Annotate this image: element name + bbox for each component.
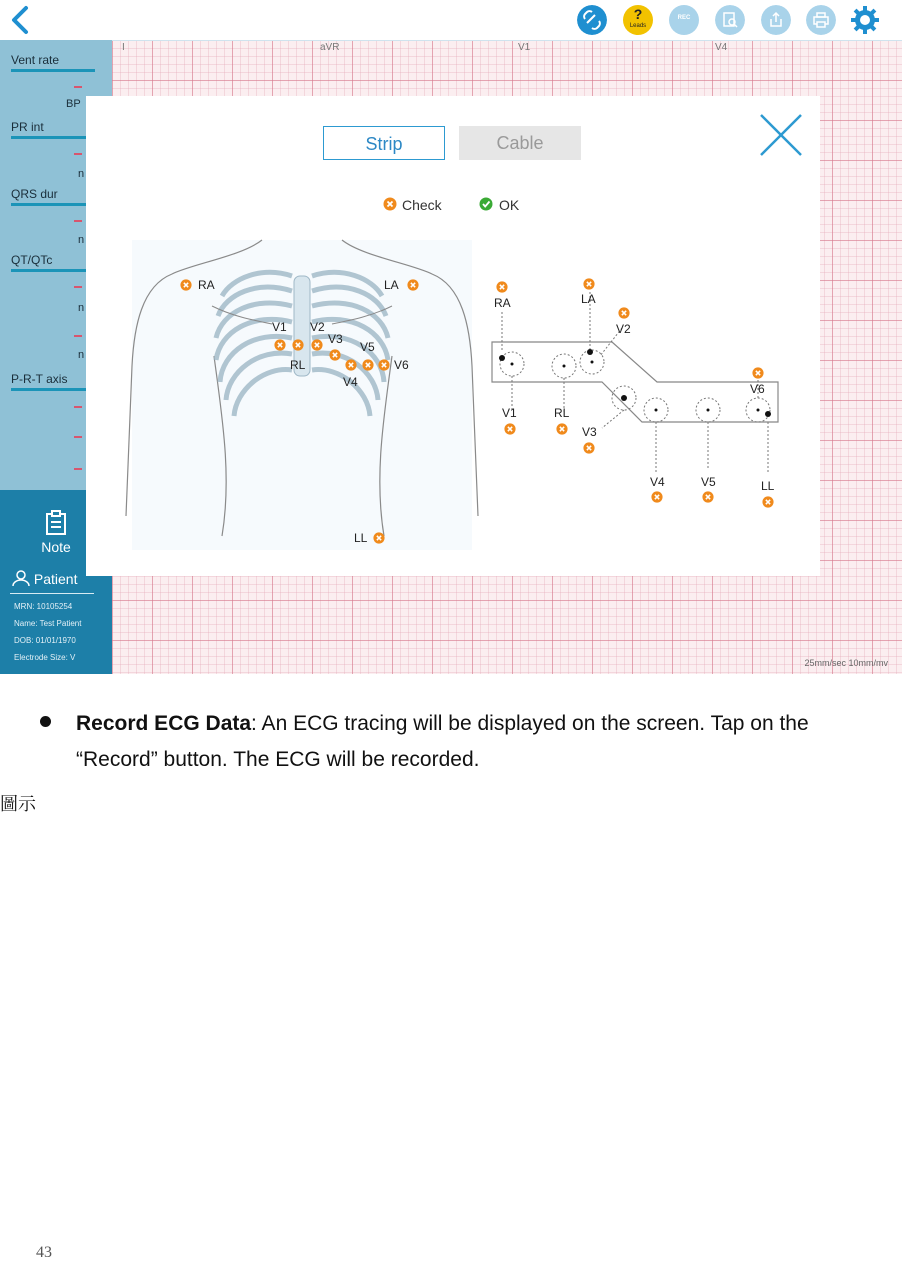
search-document-icon[interactable] xyxy=(715,5,745,35)
electrode-la-label: LA xyxy=(384,278,399,292)
measurement-label: QRS dur xyxy=(11,187,58,201)
page-number: 43 xyxy=(36,1244,52,1261)
electrode-rl-label: RL xyxy=(290,358,306,372)
tab-cable[interactable]: Cable xyxy=(459,126,581,160)
patient-dob: DOB: 01/01/1970 xyxy=(14,636,76,645)
strip-ra-check-icon xyxy=(496,281,508,293)
value-dash xyxy=(74,406,82,408)
strip-v5-label: V5 xyxy=(701,475,716,489)
measurement-label: Vent rate xyxy=(11,53,60,67)
electrode-v2-check-icon xyxy=(311,339,323,351)
lead-label: I xyxy=(122,42,125,53)
strip-v2-check-icon xyxy=(618,307,630,319)
electrode-v5-label: V5 xyxy=(360,340,375,354)
electrode-la-check-icon xyxy=(407,279,419,291)
instruction-text: : An ECG tracing will be displayed on the screen. Tap on the “Record” button. The ECG will be recorded. xyxy=(76,712,809,771)
link-icon[interactable] xyxy=(577,5,607,35)
strip-v4-label: V4 xyxy=(650,475,665,489)
strip-ll-check-icon xyxy=(762,496,774,508)
torso-diagram xyxy=(122,236,482,552)
divider xyxy=(11,388,95,391)
clipboard-icon xyxy=(44,510,68,536)
strip-rl-label: RL xyxy=(554,406,570,420)
divider xyxy=(11,69,95,72)
value-dash xyxy=(74,153,82,155)
measurement-unit: n xyxy=(78,349,85,361)
strip-v6-label: V6 xyxy=(750,382,765,396)
value-dash xyxy=(74,335,82,337)
strip-rl-check-icon xyxy=(556,423,568,435)
electrode-v4-check-icon xyxy=(345,359,357,371)
measurement-label: QT/QTc xyxy=(11,253,53,267)
electrode-v4-label: V4 xyxy=(343,375,358,389)
rec-icon[interactable] xyxy=(669,5,699,35)
strip-ra-label: RA xyxy=(494,296,511,310)
lead-label: V4 xyxy=(715,42,728,53)
bullet-icon xyxy=(40,716,51,727)
ok-status-icon xyxy=(479,197,493,211)
strip-v5-check-icon xyxy=(702,491,714,503)
leads-label: Leads xyxy=(629,23,647,29)
instruction-paragraph xyxy=(76,706,886,778)
electrode-ra-check-icon xyxy=(180,279,192,291)
back-icon[interactable] xyxy=(6,4,36,36)
electrode-strip-diagram xyxy=(482,272,788,512)
strip-v1-label: V1 xyxy=(502,406,517,420)
value-dash xyxy=(74,468,82,470)
electrode-v6-check-icon xyxy=(378,359,390,371)
check-status-icon xyxy=(383,197,397,211)
note-button[interactable] xyxy=(30,510,82,555)
instruction-title: Record ECG Data xyxy=(76,712,252,735)
electrode-ll-check-icon xyxy=(373,532,385,544)
lead-label: V1 xyxy=(518,42,531,53)
value-dash xyxy=(74,436,82,438)
strip-v3-check-icon xyxy=(583,442,595,454)
divider xyxy=(10,593,94,594)
tab-strip[interactable]: Strip xyxy=(323,126,445,160)
note-label: Note xyxy=(41,539,71,555)
divider xyxy=(11,136,95,139)
print-icon[interactable] xyxy=(806,5,836,35)
electrode-size: Electrode Size: V xyxy=(14,653,76,662)
leads-help-icon[interactable]: ? Leads xyxy=(623,5,653,35)
electrode-v5-check-icon xyxy=(362,359,374,371)
close-icon[interactable] xyxy=(758,112,804,158)
strip-la-label: LA xyxy=(581,292,596,306)
electrode-rl-check-icon xyxy=(292,339,304,351)
legend-check: Check xyxy=(402,197,442,213)
patient-button[interactable] xyxy=(12,570,77,587)
strip-v3-label: V3 xyxy=(582,425,597,439)
electrode-v6-label: V6 xyxy=(394,358,409,372)
strip-v2-label: V2 xyxy=(616,322,631,336)
strip-v4-check-icon xyxy=(651,491,663,503)
value-dash xyxy=(74,286,82,288)
measurement-label: PR int xyxy=(11,120,44,134)
divider xyxy=(11,269,95,272)
measurement-unit: BP xyxy=(66,98,81,110)
measurement-label: P-R-T axis xyxy=(11,372,68,386)
rec-label: REC xyxy=(677,15,691,21)
electrode-v2-label: V2 xyxy=(310,320,325,334)
electrode-ll-label: LL xyxy=(354,531,368,545)
share-icon[interactable] xyxy=(761,5,791,35)
measurement-unit: n xyxy=(78,168,85,180)
patient-name: Name: Test Patient xyxy=(14,619,82,628)
electrode-v3-check-icon xyxy=(329,349,341,361)
measurement-unit: n xyxy=(78,302,85,314)
divider xyxy=(11,203,95,206)
person-icon xyxy=(12,570,30,586)
lead-label: aVR xyxy=(320,42,340,53)
toolbar xyxy=(0,0,902,41)
strip-ll-label: LL xyxy=(761,479,775,493)
strip-v1-check-icon xyxy=(504,423,516,435)
patient-mrn: MRN: 10105254 xyxy=(14,602,73,611)
patient-label: Patient xyxy=(33,571,78,587)
lead-placement-dialog xyxy=(86,96,820,576)
electrode-v3-label: V3 xyxy=(328,332,343,346)
electrode-v1-label: V1 xyxy=(272,320,287,334)
strip-la-check-icon xyxy=(583,278,595,290)
electrode-ra-label: RA xyxy=(198,278,215,292)
legend-ok: OK xyxy=(499,197,520,213)
value-dash xyxy=(74,86,82,88)
electrode-v1-check-icon xyxy=(274,339,286,351)
speed-label: 25mm/sec 10mm/mv xyxy=(804,658,888,668)
strip-v6-check-icon xyxy=(752,367,764,379)
value-dash xyxy=(74,220,82,222)
settings-icon[interactable] xyxy=(850,5,880,35)
measurement-unit: n xyxy=(78,234,85,246)
figure-caption: 圖示 xyxy=(0,794,36,814)
